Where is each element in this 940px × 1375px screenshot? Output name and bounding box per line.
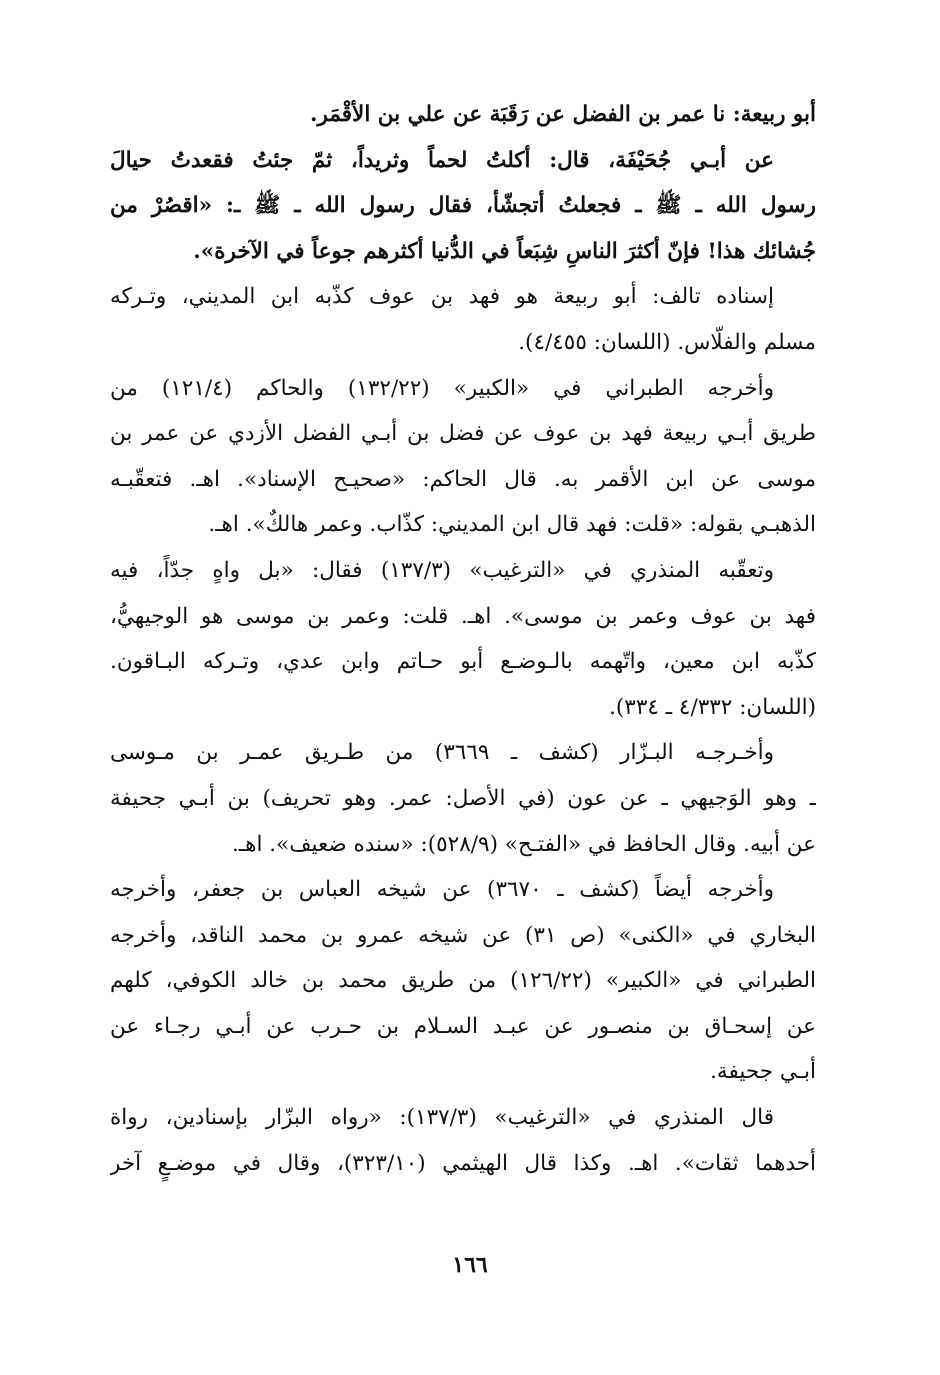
text-line: جُشائك هذا! فإنّ أكثرَ الناسِ شِبَعاً في الدُّنيا أكثرهم جوعاً في الآخرة».: [193, 238, 816, 264]
text-line: وأخرجه أيضاً (كشف ـ ٣٦٧٠) عن شيخه العباس بن جعفر، وأخرجه: [110, 877, 774, 903]
text-line: ـ وهو الوَجيهي ـ عن عون (في الأصل: عمر. وهو تحريف) بن أبـي جحيفة: [110, 785, 816, 811]
text-line: إسناده تالف: أبو ربيعة هو فهد بن عوف كذّبه ابن المديني، وتـركه: [110, 284, 774, 310]
text-line: قال المنذري في «الترغيب» (١٣٧/٣): «رواه البزّار بإسنادين، رواة: [110, 1105, 774, 1131]
text-line: فهد بن عوف وعمر بن موسى». اهـ. قلت: وعمر بن موسى هو الوجيهيُّ،: [110, 603, 816, 629]
text-line: (اللسان: ٤/٣٣٢ ـ ٣٣٤).: [609, 694, 816, 720]
text-line: طريق أبـي ربيعة فهد بن عوف عن فضل بن أبـي الفضل الأزدي عن عمر بن: [110, 421, 816, 447]
body-text: [110, 92, 816, 1186]
text-line: عن إسحـاق بن منصـور عن عبـد السـلام بن حـرب عن أبـي رجـاء عن: [110, 1013, 816, 1039]
text-line: أبـي جحيفة.: [710, 1059, 816, 1085]
text-line: عن أبيه. وقال الحافظ في «الفتـح» (٥٢٨/٩): «سنده ضعيف». اهـ.: [231, 831, 816, 857]
text-line: موسى عن ابن الأقمر به. قال الحاكم: «صحيـح الإسناد». اهـ. فتعقّبـه: [110, 466, 816, 492]
text-line: الطبراني في «الكبير» (١٢٦/٢٢) من طريق محمد بن خالد الكوفي، كلهم: [110, 968, 816, 994]
text-line: وأخرجه الطبراني في «الكبير» (١٣٢/٢٢) والحاكم (١٢١/٤) من: [110, 375, 775, 401]
text-line: كذّبه ابن معين، واتّهمه بالـوضـع أبو حـاتم وابن عدي، وتـركه البـاقون.: [110, 649, 816, 675]
text-line: مسلم والفلّاس. (اللسان: ٤/٤٥٥).: [518, 329, 816, 355]
text-line: وتعقّبه المنذري في «الترغيب» (١٣٧/٣) فقال: «بل واهٍ جدّاً، فيه: [110, 557, 775, 583]
page-number: ١٦٦: [452, 1252, 488, 1278]
text-line: البخاري في «الكنى» (ص ٣١) عن شيخه عمرو بن محمد الناقد، وأخرجه: [110, 922, 816, 948]
text-line: أبو ربيعة: نا عمر بن الفضل عن رَقَبَة عن علي بن الأقْمَر.: [310, 102, 816, 127]
text-line: عن أبـي جُحَيْفَة، قال: أكلتُ لحماً وثريداً، ثمّ جئتُ فقعدتُ حيالَ: [110, 147, 774, 173]
text-line: رسول الله ـ ﷺ ـ فجعلتُ أتجشّأ، فقال رسول الله ـ ﷺ ـ: «اقصُرْ من: [110, 193, 816, 219]
text-line: الذهبـي بقوله: «قلت: فهد قال ابن المديني: كذّاب. وعمر هالكٌ». اهـ.: [208, 512, 816, 538]
text-line: وأخـرجـه البـزّار (كشف ـ ٣٦٦٩) من طـريق عمـر بن مـوسى: [110, 740, 774, 766]
text-line: أحدهما ثقات». اهـ. وكذا قال الهيثمي (٣٢٣/١٠)، وقال في موضـعٍ آخر: [110, 1150, 816, 1176]
